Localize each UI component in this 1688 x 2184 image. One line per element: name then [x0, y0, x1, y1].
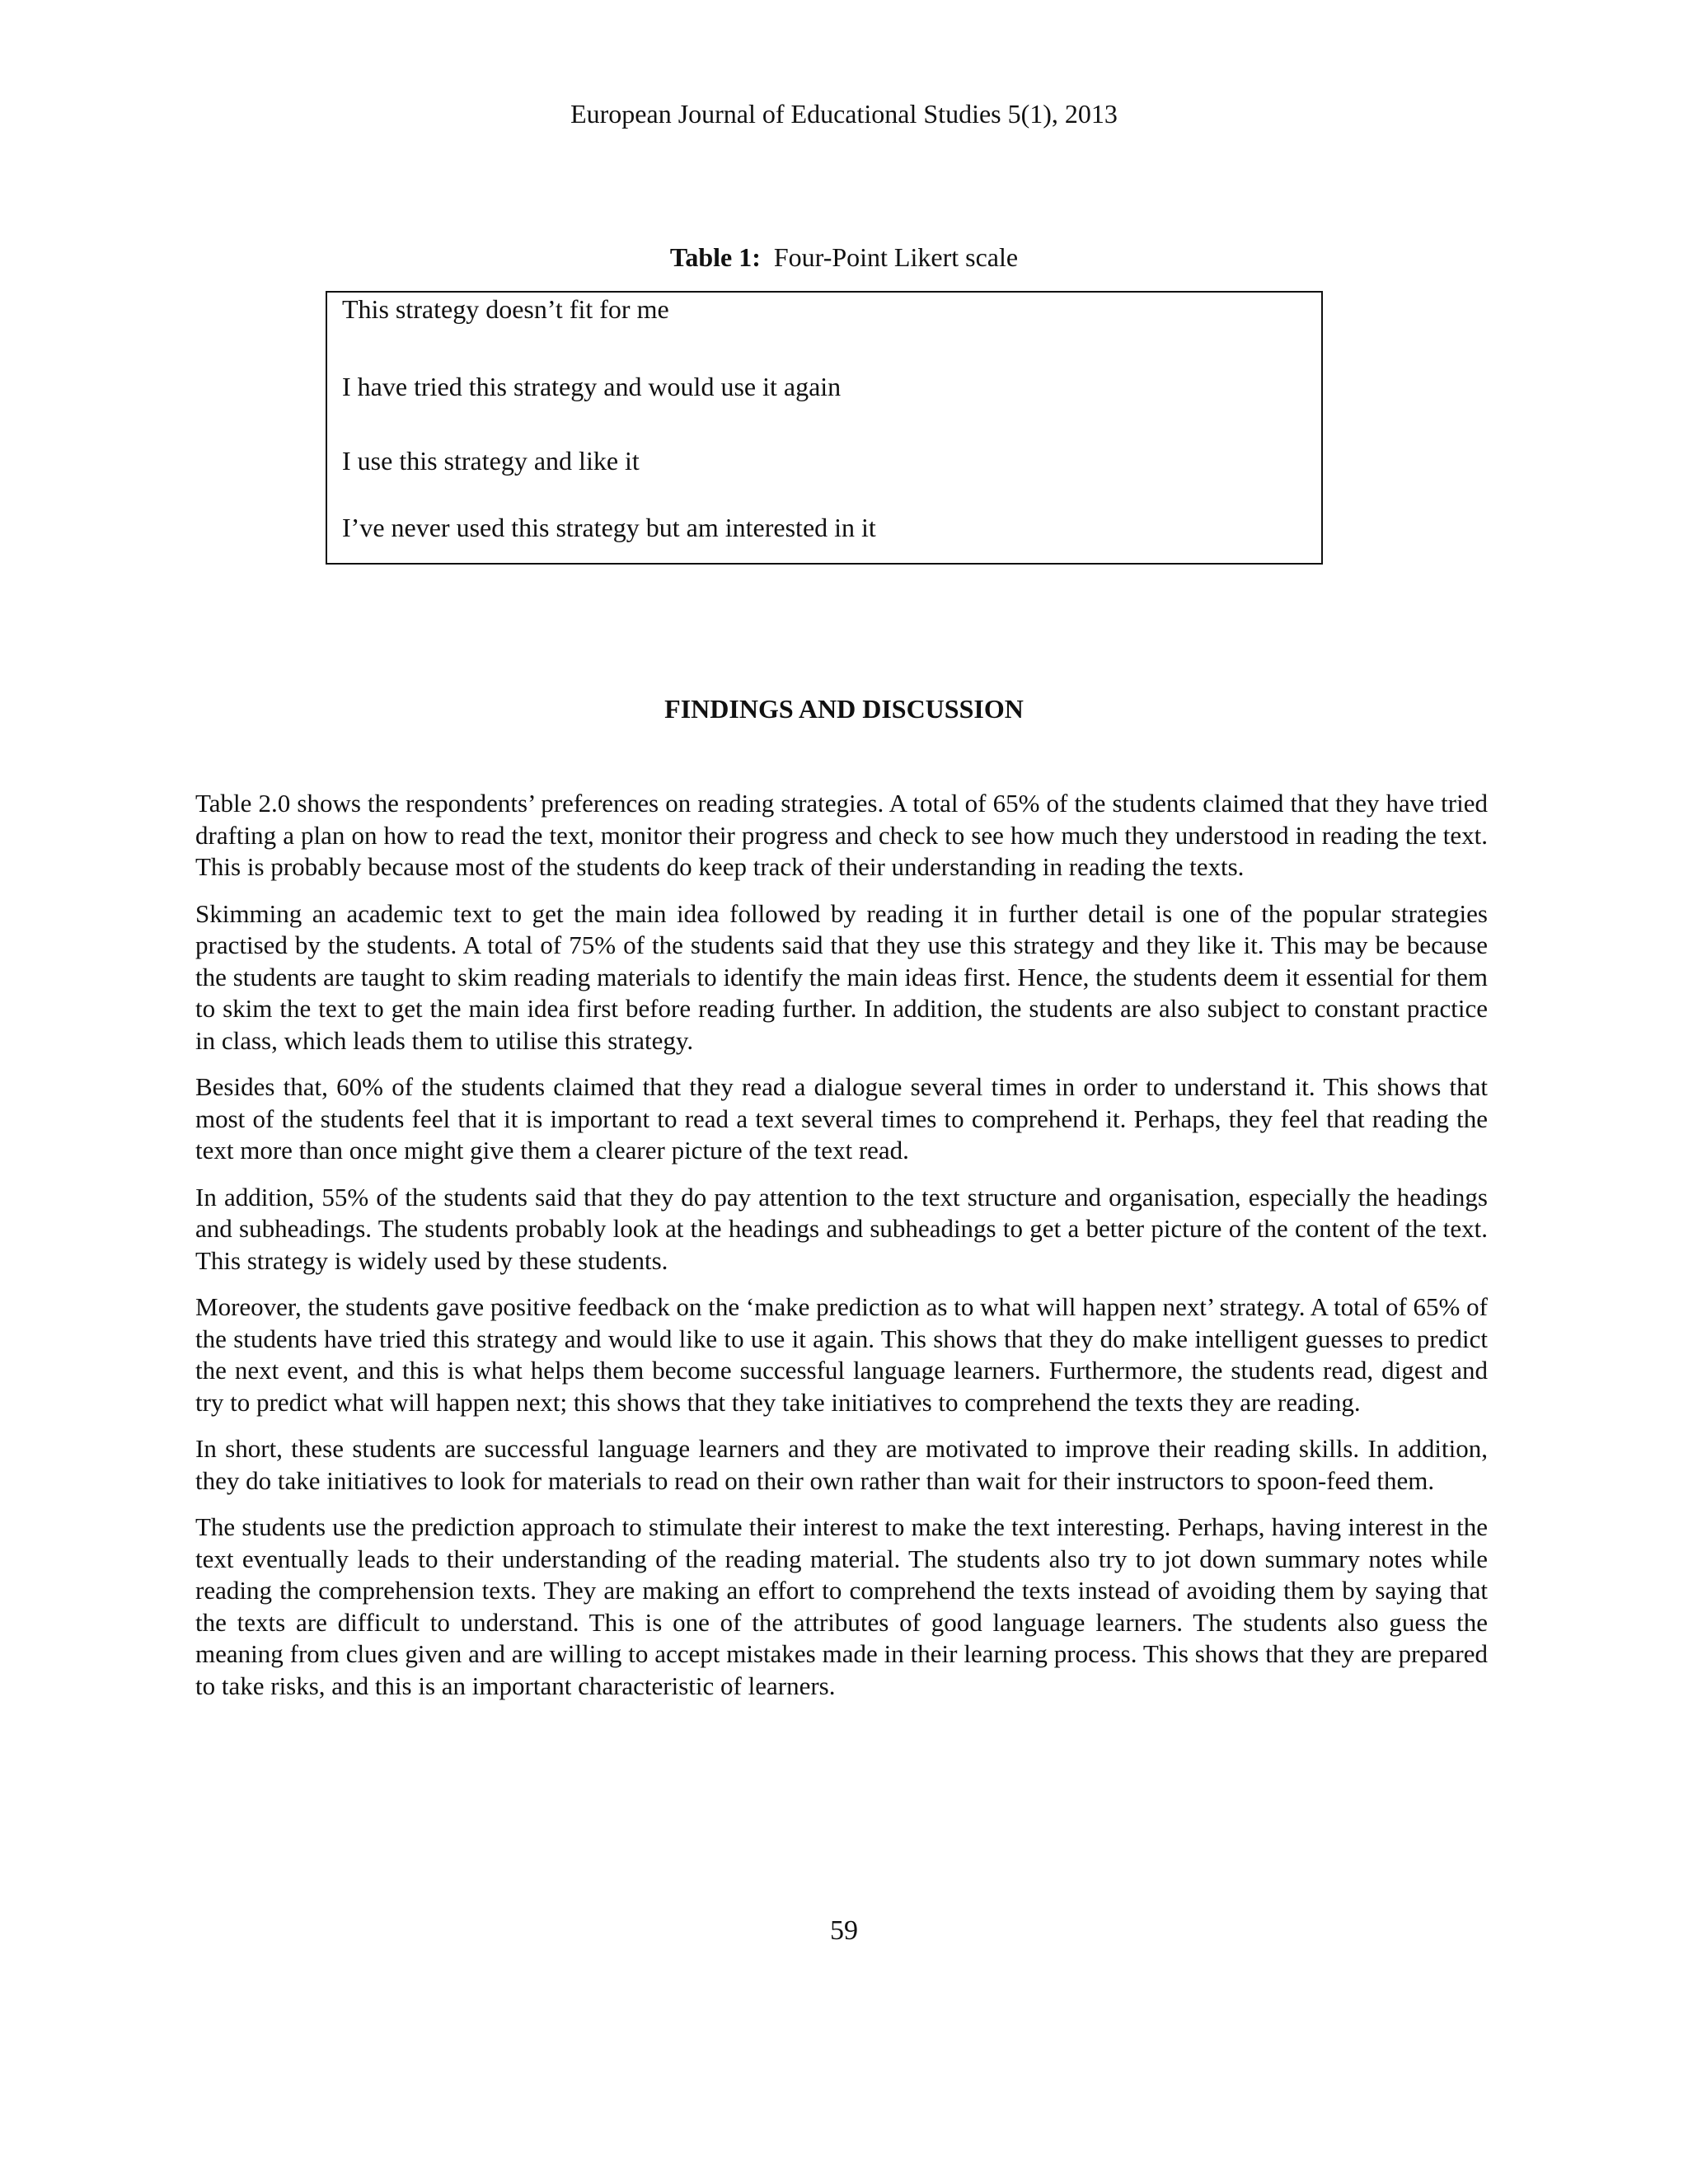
paragraph: Table 2.0 shows the respondents’ preferences on reading strategies. A total of 65% of the students claimed that they have tried drafting a plan on how to read the text, monitor their progress and check to see how much they understood in reading the text. This is probably because most of the students do keep track of their understanding in reading the texts.	[195, 789, 1488, 881]
paragraph: Besides that, 60% of the students claimed that they read a dialogue several times in order to understand it. This shows that most of the students feel that it is important to read a text several times to comprehend it. Perhaps, they feel that reading the text more than once might give them a clearer picture of the text read.	[195, 1072, 1488, 1165]
paragraph: Skimming an academic text to get the main idea followed by reading it in further detail is one of the popular strategies practised by the students. A total of 75% of the students said that they use this strategy and they like it. This may be because the students are taught to skim reading materials to identify the main ideas first. Hence, the students deem it essential for them to skim the text to get the main idea first before reading further. In addition, the students are also subject to constant practice in class, which leads them to utilise this strategy.	[195, 898, 1488, 1055]
running-header: European Journal of Educational Studies 5(1), 2013	[570, 99, 1118, 129]
table-caption-title: Four-Point Likert scale	[773, 242, 1019, 272]
page-number: 59	[830, 1915, 858, 1946]
likert-scale-table	[326, 291, 1323, 565]
section-heading: FINDINGS AND DISCUSSION	[664, 694, 1024, 724]
likert-item-never-used-interested: I’ve never used this strategy but am interested in it	[342, 513, 876, 542]
likert-item-use-and-like: I use this strategy and like it	[342, 446, 640, 476]
likert-item-doesnt-fit: This strategy doesn’t fit for me	[342, 294, 669, 324]
paragraph: The students use the prediction approach to stimulate their interest to make the text interesting. Perhaps, having interest in the text eventually leads to their understanding of the reading material. The students also try to jot down summary notes while reading the comprehension texts. They are making an effort to comprehend the texts instead of avoiding them by saying that the texts are difficult to understand. This is one of the attributes of good language learners. The students also guess the meaning from clues given and are willing to accept mistakes made in their learning process. This shows that they are prepared to take risks, and this is an important characteristic of learners.	[195, 1512, 1488, 1700]
table-caption-label: Table 1:	[669, 242, 761, 272]
paragraph: In short, these students are successful language learners and they are motivated to improve their reading skills. In addition, they do take initiatives to look for materials to read on their own rather than wait for their instructors to spoon-feed them.	[195, 1434, 1488, 1495]
paragraph: Moreover, the students gave positive feedback on the ‘make prediction as to what will happen next’ strategy. A total of 65% of the students have tried this strategy and would like to use it again. This shows that they do make intelligent guesses to predict the next event, and this is what helps them become successful language learners. Furthermore, the students read, digest and try to predict what will happen next; this shows that they take initiatives to comprehend the texts they are reading.	[195, 1292, 1488, 1417]
likert-item-tried-would-use-again: I have tried this strategy and would use it again	[342, 372, 842, 401]
body-text	[195, 788, 1488, 1717]
table-caption	[0, 241, 1688, 274]
paragraph: In addition, 55% of the students said that they do pay attention to the text structure and organisation, especially the headings and subheadings. The students probably look at the headings and subheadings to get a better picture of the content of the text. This strategy is widely used by these students.	[195, 1182, 1488, 1275]
